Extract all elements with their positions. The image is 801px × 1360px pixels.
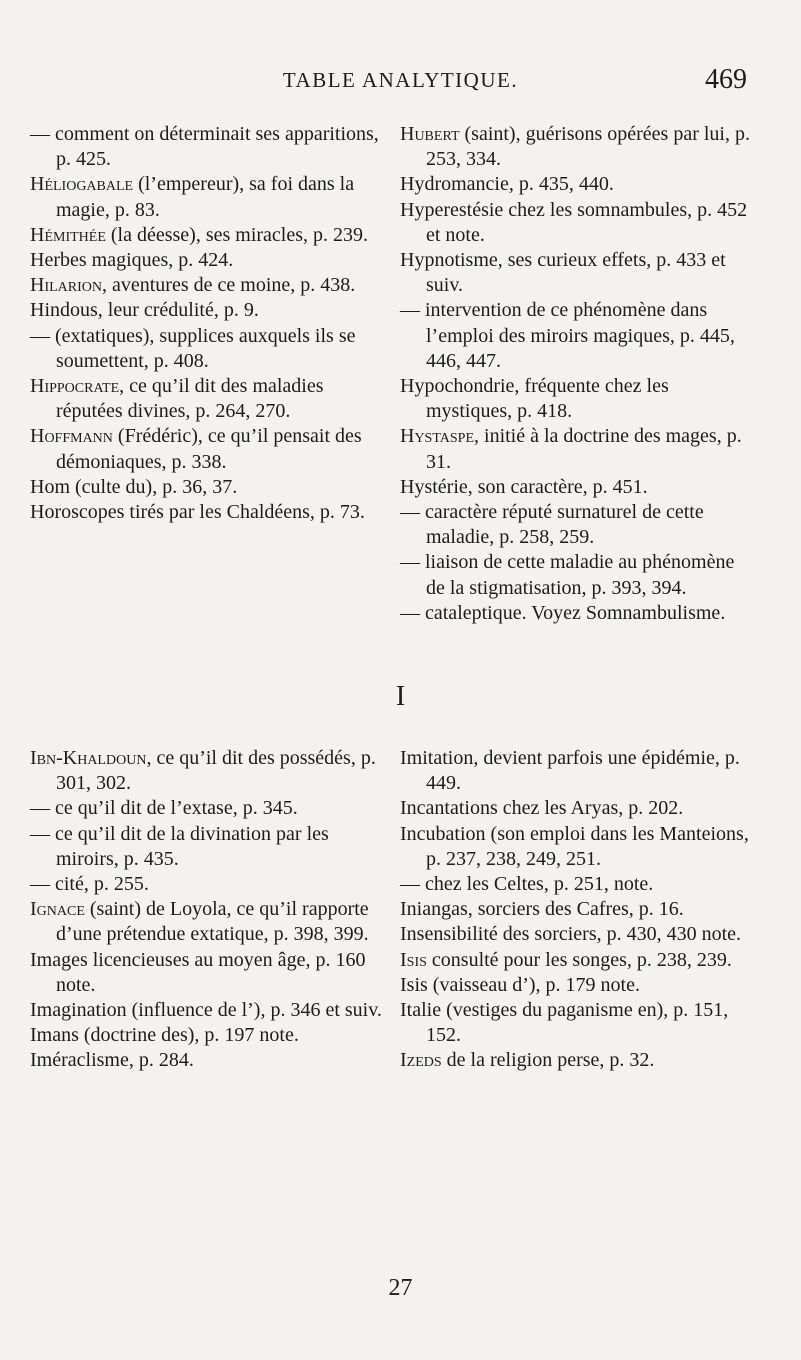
index-entry: [400, 550, 755, 600]
index-entry: [30, 298, 385, 323]
index-entry: [400, 948, 755, 973]
index-entry: [400, 998, 755, 1048]
entry-text: Hindous, leur crédulité, p. 9.: [30, 299, 259, 322]
section-i-right-column: [400, 746, 755, 1074]
index-entry: [30, 374, 385, 424]
entry-text: , initié à la doctrine des mages, p. 31.: [426, 425, 742, 473]
index-entry: [30, 424, 385, 474]
page-number: 469: [705, 64, 747, 95]
entry-text: — caractère réputé surnaturel de cette maladie, p. 258, 259.: [400, 501, 704, 549]
entry-text: Insensibilité des sorciers, p. 430, 430 note.: [400, 923, 742, 946]
section-letter: I: [395, 681, 406, 712]
index-entry: [400, 601, 755, 626]
entry-headword: Ignace: [30, 898, 85, 921]
index-entry: [30, 172, 385, 222]
entry-text: (l’empereur), sa foi dans la magie, p. 83.: [56, 173, 355, 221]
section-h-right-column: [400, 122, 755, 626]
entry-text: Hyperestésie chez les somnambules, p. 452 et note.: [400, 198, 748, 246]
index-entry: [400, 822, 755, 872]
index-entry: [30, 324, 385, 374]
section-h-left-column: [30, 122, 385, 525]
index-entry: [30, 1048, 385, 1073]
entry-headword: Hubert: [400, 123, 460, 145]
index-entry: [30, 223, 385, 248]
entry-text: Hypnotisme, ses curieux effets, p. 433 et suiv.: [400, 249, 726, 297]
index-entry: [400, 973, 755, 998]
entry-text: Herbes magiques, p. 424.: [30, 249, 234, 272]
index-entry: [30, 872, 385, 897]
entry-text: consulté pour les songes, p. 238, 239.: [426, 948, 732, 971]
entry-text: Horoscopes tirés par les Chaldéens, p. 73.: [30, 501, 365, 524]
entry-text: Incantations chez les Aryas, p. 202.: [400, 797, 684, 820]
entry-text: de la religion perse, p. 32.: [441, 1049, 655, 1072]
entry-headword: Ibn-Khaldoun: [30, 747, 147, 769]
entry-headword: Izeds: [400, 1049, 442, 1072]
entry-text: Hydromancie, p. 435, 440.: [400, 173, 614, 196]
entry-text: (la déesse), ses miracles, p. 239.: [105, 223, 369, 246]
index-entry: [30, 897, 385, 947]
index-entry: [30, 122, 385, 172]
entry-text: — chez les Celtes, p. 251, note.: [400, 873, 654, 896]
entry-text: Iméraclisme, p. 284.: [30, 1049, 194, 1072]
index-entry: [400, 897, 755, 922]
entry-headword: Hémithée: [30, 223, 106, 246]
index-entry: [400, 796, 755, 821]
entry-text: (saint) de Loyola, ce qu’il rapporte d’une prétendue extatique, p. 398, 399.: [56, 898, 369, 946]
index-entry: [400, 198, 755, 248]
index-entry: [400, 172, 755, 197]
entry-text: Images licencieuses au moyen âge, p. 160 note.: [30, 948, 366, 996]
index-entry: [400, 922, 755, 947]
section-i-left-column: [30, 746, 385, 1074]
entry-headword: Isis: [400, 948, 427, 971]
entry-text: , ce qu’il dit des maladies réputées divines, p. 264, 270.: [56, 375, 324, 423]
index-entry: [30, 1023, 385, 1048]
index-entry: [30, 500, 385, 525]
index-entry: [30, 948, 385, 998]
index-entry: [30, 273, 385, 298]
index-entry: [400, 500, 755, 550]
entry-text: , aventures de ce moine, p. 438.: [102, 274, 356, 297]
index-entry: [400, 248, 755, 298]
entry-text: — intervention de ce phénomène dans l’emploi des miroirs magiques, p. 445, 446, 447.: [400, 299, 735, 372]
entry-text: (saint), guérisons opérées par lui, p. 253, 334.: [426, 123, 750, 171]
index-entry: [400, 374, 755, 424]
entry-text: Italie (vestiges du paganisme en), p. 151, 152.: [400, 999, 729, 1047]
entry-text: — (extatiques), supplices auxquels ils se soumettent, p. 408.: [30, 324, 356, 372]
entry-text: Imitation, devient parfois une épidémie, p. 449.: [400, 747, 740, 795]
entry-text: — ce qu’il dit de l’extase, p. 345.: [30, 797, 298, 820]
index-entry: [400, 298, 755, 374]
entry-text: Hom (culte du), p. 36, 37.: [30, 475, 238, 498]
entry-headword: Héliogabale: [30, 173, 134, 196]
entry-text: (Frédéric), ce qu’il pensait des démoniaques, p. 338.: [56, 425, 362, 473]
index-entry: [30, 475, 385, 500]
entry-text: Imagination (influence de l’), p. 346 et suiv.: [30, 999, 382, 1022]
index-entry: [400, 1048, 755, 1073]
entry-text: — comment on déterminait ses apparitions, p. 425.: [30, 123, 379, 171]
entry-text: — ce qu’il dit de la divination par les miroirs, p. 435.: [30, 822, 329, 870]
entry-text: Imans (doctrine des), p. 197 note.: [30, 1024, 299, 1047]
index-entry: [30, 796, 385, 821]
index-entry: [30, 746, 385, 796]
entry-headword: Hoffmann: [30, 425, 113, 448]
entry-text: Isis (vaisseau d’), p. 179 note.: [400, 973, 640, 996]
signature-mark: 27: [388, 1275, 413, 1301]
index-entry: [400, 746, 755, 796]
index-entry: [400, 122, 755, 172]
entry-text: Iniangas, sorciers des Cafres, p. 16.: [400, 898, 684, 921]
index-entry: [30, 248, 385, 273]
index-entry: [30, 998, 385, 1023]
entry-text: Hypochondrie, fréquente chez les mystiques, p. 418.: [400, 375, 669, 423]
entry-text: — cité, p. 255.: [30, 873, 149, 896]
index-entry: [400, 424, 755, 474]
entry-headword: Hystaspe: [400, 425, 475, 448]
entry-headword: Hilarion: [30, 274, 102, 297]
page-header: [0, 64, 801, 104]
entry-text: Hystérie, son caractère, p. 451.: [400, 475, 648, 498]
entry-text: — liaison de cette maladie au phénomène de la stigmatisation, p. 393, 394.: [400, 551, 735, 599]
index-entry: [30, 822, 385, 872]
entry-text: , ce qu’il dit des possédés, p. 301, 302.: [56, 747, 376, 795]
entry-headword: Hippocrate: [30, 375, 120, 398]
running-title: TABLE ANALYTIQUE.: [282, 68, 519, 92]
entry-text: Incubation (son emploi dans les Manteions, p. 237, 238, 249, 251.: [400, 822, 749, 870]
index-entry: [400, 475, 755, 500]
entry-text: — cataleptique. Voyez Somnambulisme.: [400, 601, 726, 624]
index-entry: [400, 872, 755, 897]
